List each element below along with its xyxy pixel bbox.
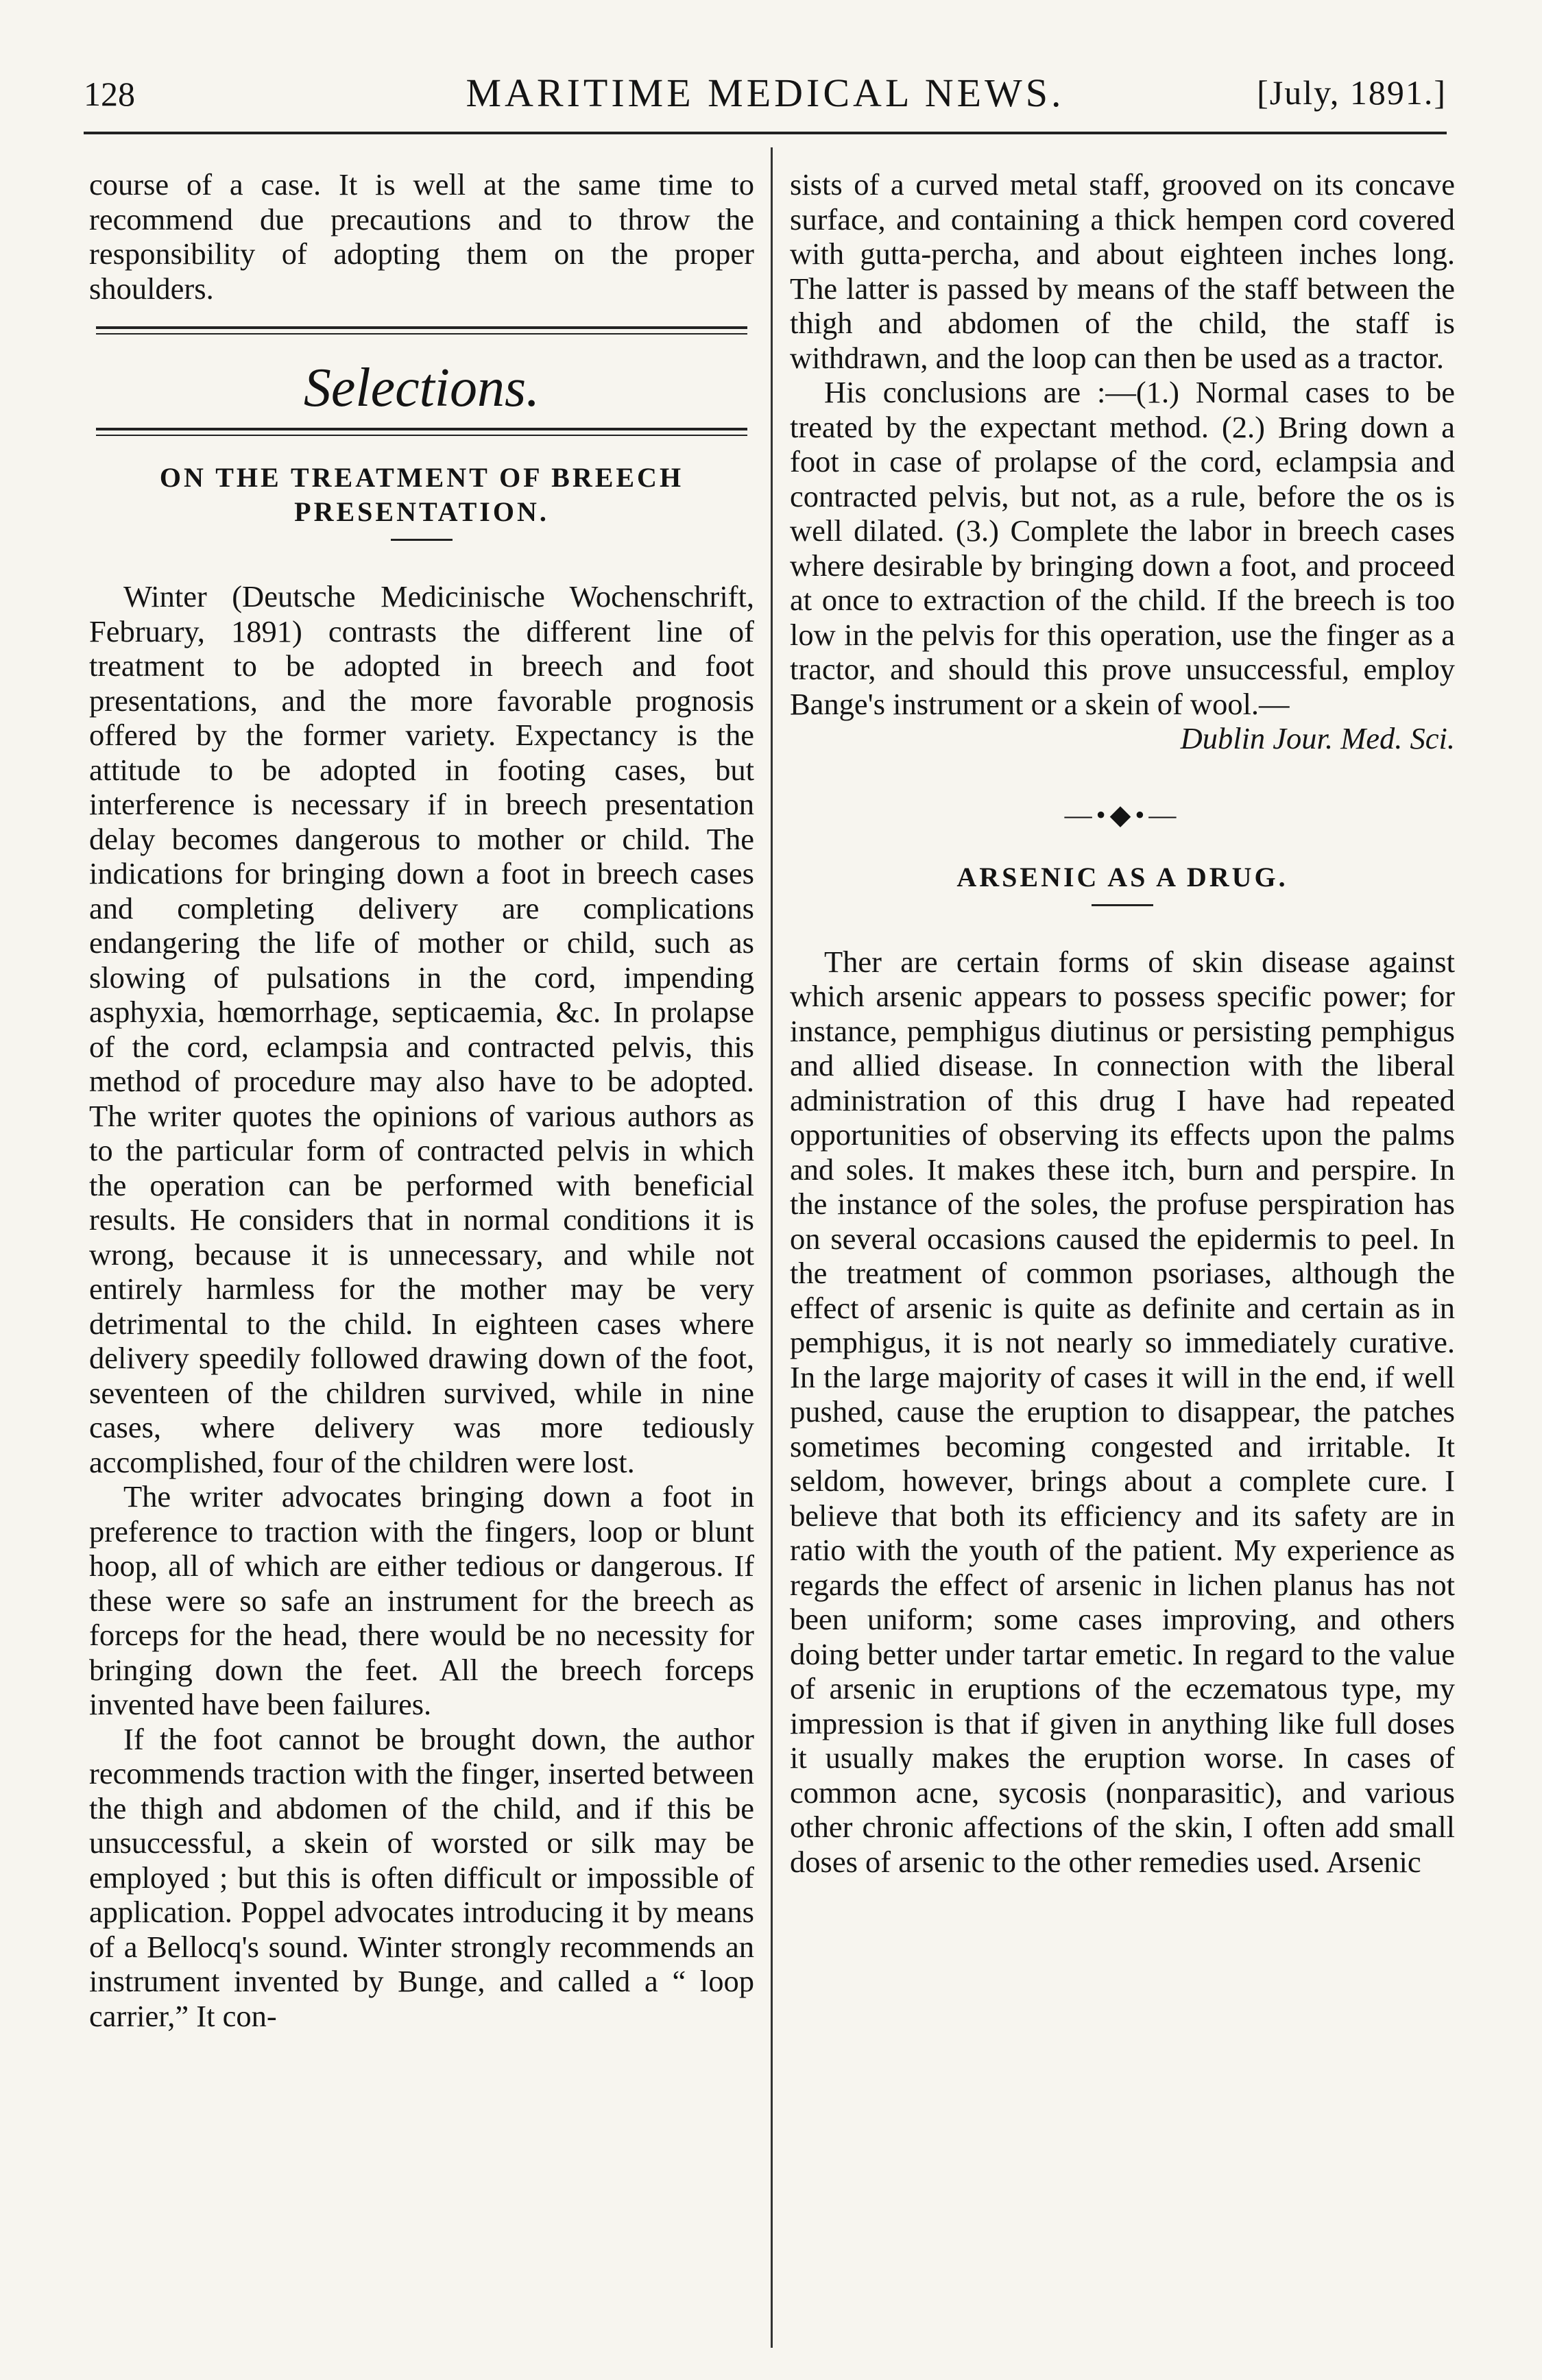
issue-date: [July, 1891.]: [1257, 73, 1447, 112]
article-headline: ARSENIC AS A DRUG.: [956, 861, 1288, 892]
page-number: 128: [84, 75, 135, 113]
header-rule: [84, 132, 1447, 134]
article-paragraph: The writer advocates bringing down a foot in preference to traction with the fingers, loop or blunt hoop, all of which are either tedious or dangerous. If these were so safe an instrument for the breech as forceps for the head, there would be no necessity for bringing down the feet. All the breech forceps invented have been failures.: [89, 1479, 754, 1721]
intro-paragraph: course of a case. It is well at the same time to recommend due precautions and to throw the responsibility of adopting them on the proper shoulders.: [89, 167, 754, 306]
column-divider: [771, 147, 773, 2348]
article-paragraph: Winter (Deutsche Medicinische Wochenschrift, February, 1891) contrasts the different line of treatment to be adopted in breech and foot presentations, and the more favorable prognosis offered by the former variety. Expectancy is the attitude to be adopted in footing cases, but interference is necessary if in breech presentation delay becomes dangerous to mother or child. The indications for bringing down a foot in breech cases and completing delivery are complications endangering the life of mother or child, such as slowing of pulsations in the cord, impending asphyxia, hœmorrhage, septicaemia, &c. In prolapse of the cord, eclampsia and contracted pelvis, this method of procedure may also have to be adopted. The writer quotes the opinions of various authors as to the particular form of contracted pelvis in which the operation can be performed with beneficial results. He considers that in normal conditions it is wrong, because it is unnecessary, and while not entirely harmless for the mother may be very detrimental to the child. In eighteen cases where delivery speedily followed drawing down of the foot, seventeen of the children survived, while in nine cases, where delivery was more tediously accomplished, four of the children were lost.: [89, 579, 754, 1479]
headline-rule: [1092, 904, 1153, 906]
page-header: [84, 55, 1447, 117]
article-paragraph: His conclusions are :—(1.) Normal cases to be treated by the expectant method. (2.) Bring down a foot in case of prolapse of the cord, eclampsia and contracted pelvis, but not, as a rule, before the os is well dilated. (3.) Complete the labor in breech cases where desirable by bringing down a foot, and proceed at once to extraction of the child. If the breech is too low in the pelvis for this operation, use the finger as a tractor, and should this prove unsuccessful, employ Bange's instrument or a skein of wool.—: [790, 375, 1455, 721]
article-paragraph: Ther are certain forms of skin disease against which arsenic appears to possess specific power; for instance, pemphigus diutinus or persisting pemphigus and allied disease. In connection with the liberal administration of this drug I have had repeated opportunities of observing its effects upon the palms and soles. It makes these itch, burn and perspire. In the instance of the soles, the profuse perspiration has on several occasions caused the epidermis to peel. In the treatment of common psoriases, although the effect of arsenic is quite as definite and certain as in pemphigus, it is not nearly so immediately curative. In the large majority of cases it will in the end, if well pushed, cause the eruption to disappear, the patches sometimes becoming congested and irritable. It seldom, however, brings about a complete cure. I believe that both its efficiency and its safety are in ratio with the youth of the patient. My experience as regards the effect of arsenic in lichen planus has not been uniform; some cases improving, and others doing better under tartar emetic. In regard to the value of arsenic in eruptions of the eczematous type, my impression is that if given in anything like full doses it usually makes the eruption worse. In cases of common acne, sycosis (nonparasitic), and various other chronic affections of the skin, I often add small doses of arsenic to the other remedies used. Arsenic: [790, 944, 1455, 1879]
source-citation: Dublin Jour. Med. Sci.: [1180, 721, 1455, 755]
journal-title: MARITIME MEDICAL NEWS.: [466, 71, 1065, 115]
article-paragraph: sists of a curved metal staff, grooved on its concave surface, and containing a thick hempen cord covered with gutta-percha, and about eighteen inches long. The latter is passed by means of the staff between the thigh and abdomen of the child, the staff is withdrawn, and the loop can then be used as a tractor.: [790, 167, 1455, 375]
left-column: [89, 167, 754, 2033]
ornament-divider: —•◆•—: [1064, 799, 1181, 830]
article-headline: ON THE TREATMENT OF BREECH PRESENTATION.: [159, 462, 684, 527]
right-column: [790, 167, 1455, 1879]
section-rule-top: [96, 326, 747, 335]
article-paragraph: If the foot cannot be brought down, the author recommends traction with the finger, inserted between the thigh and abdomen of the child, and if this be unsuccessful, a skein of worsted or silk may be employed ; but this is often difficult or impossible of application. Poppel advocates introducing it by means of a Bellocq's sound. Winter strongly recommends an instrument invented by Bunge, and called a “ loop carrier,” It con-: [89, 1721, 754, 2033]
section-title: Selections.: [303, 358, 540, 418]
section-rule-bottom: [96, 428, 747, 436]
headline-rule: [391, 539, 453, 541]
